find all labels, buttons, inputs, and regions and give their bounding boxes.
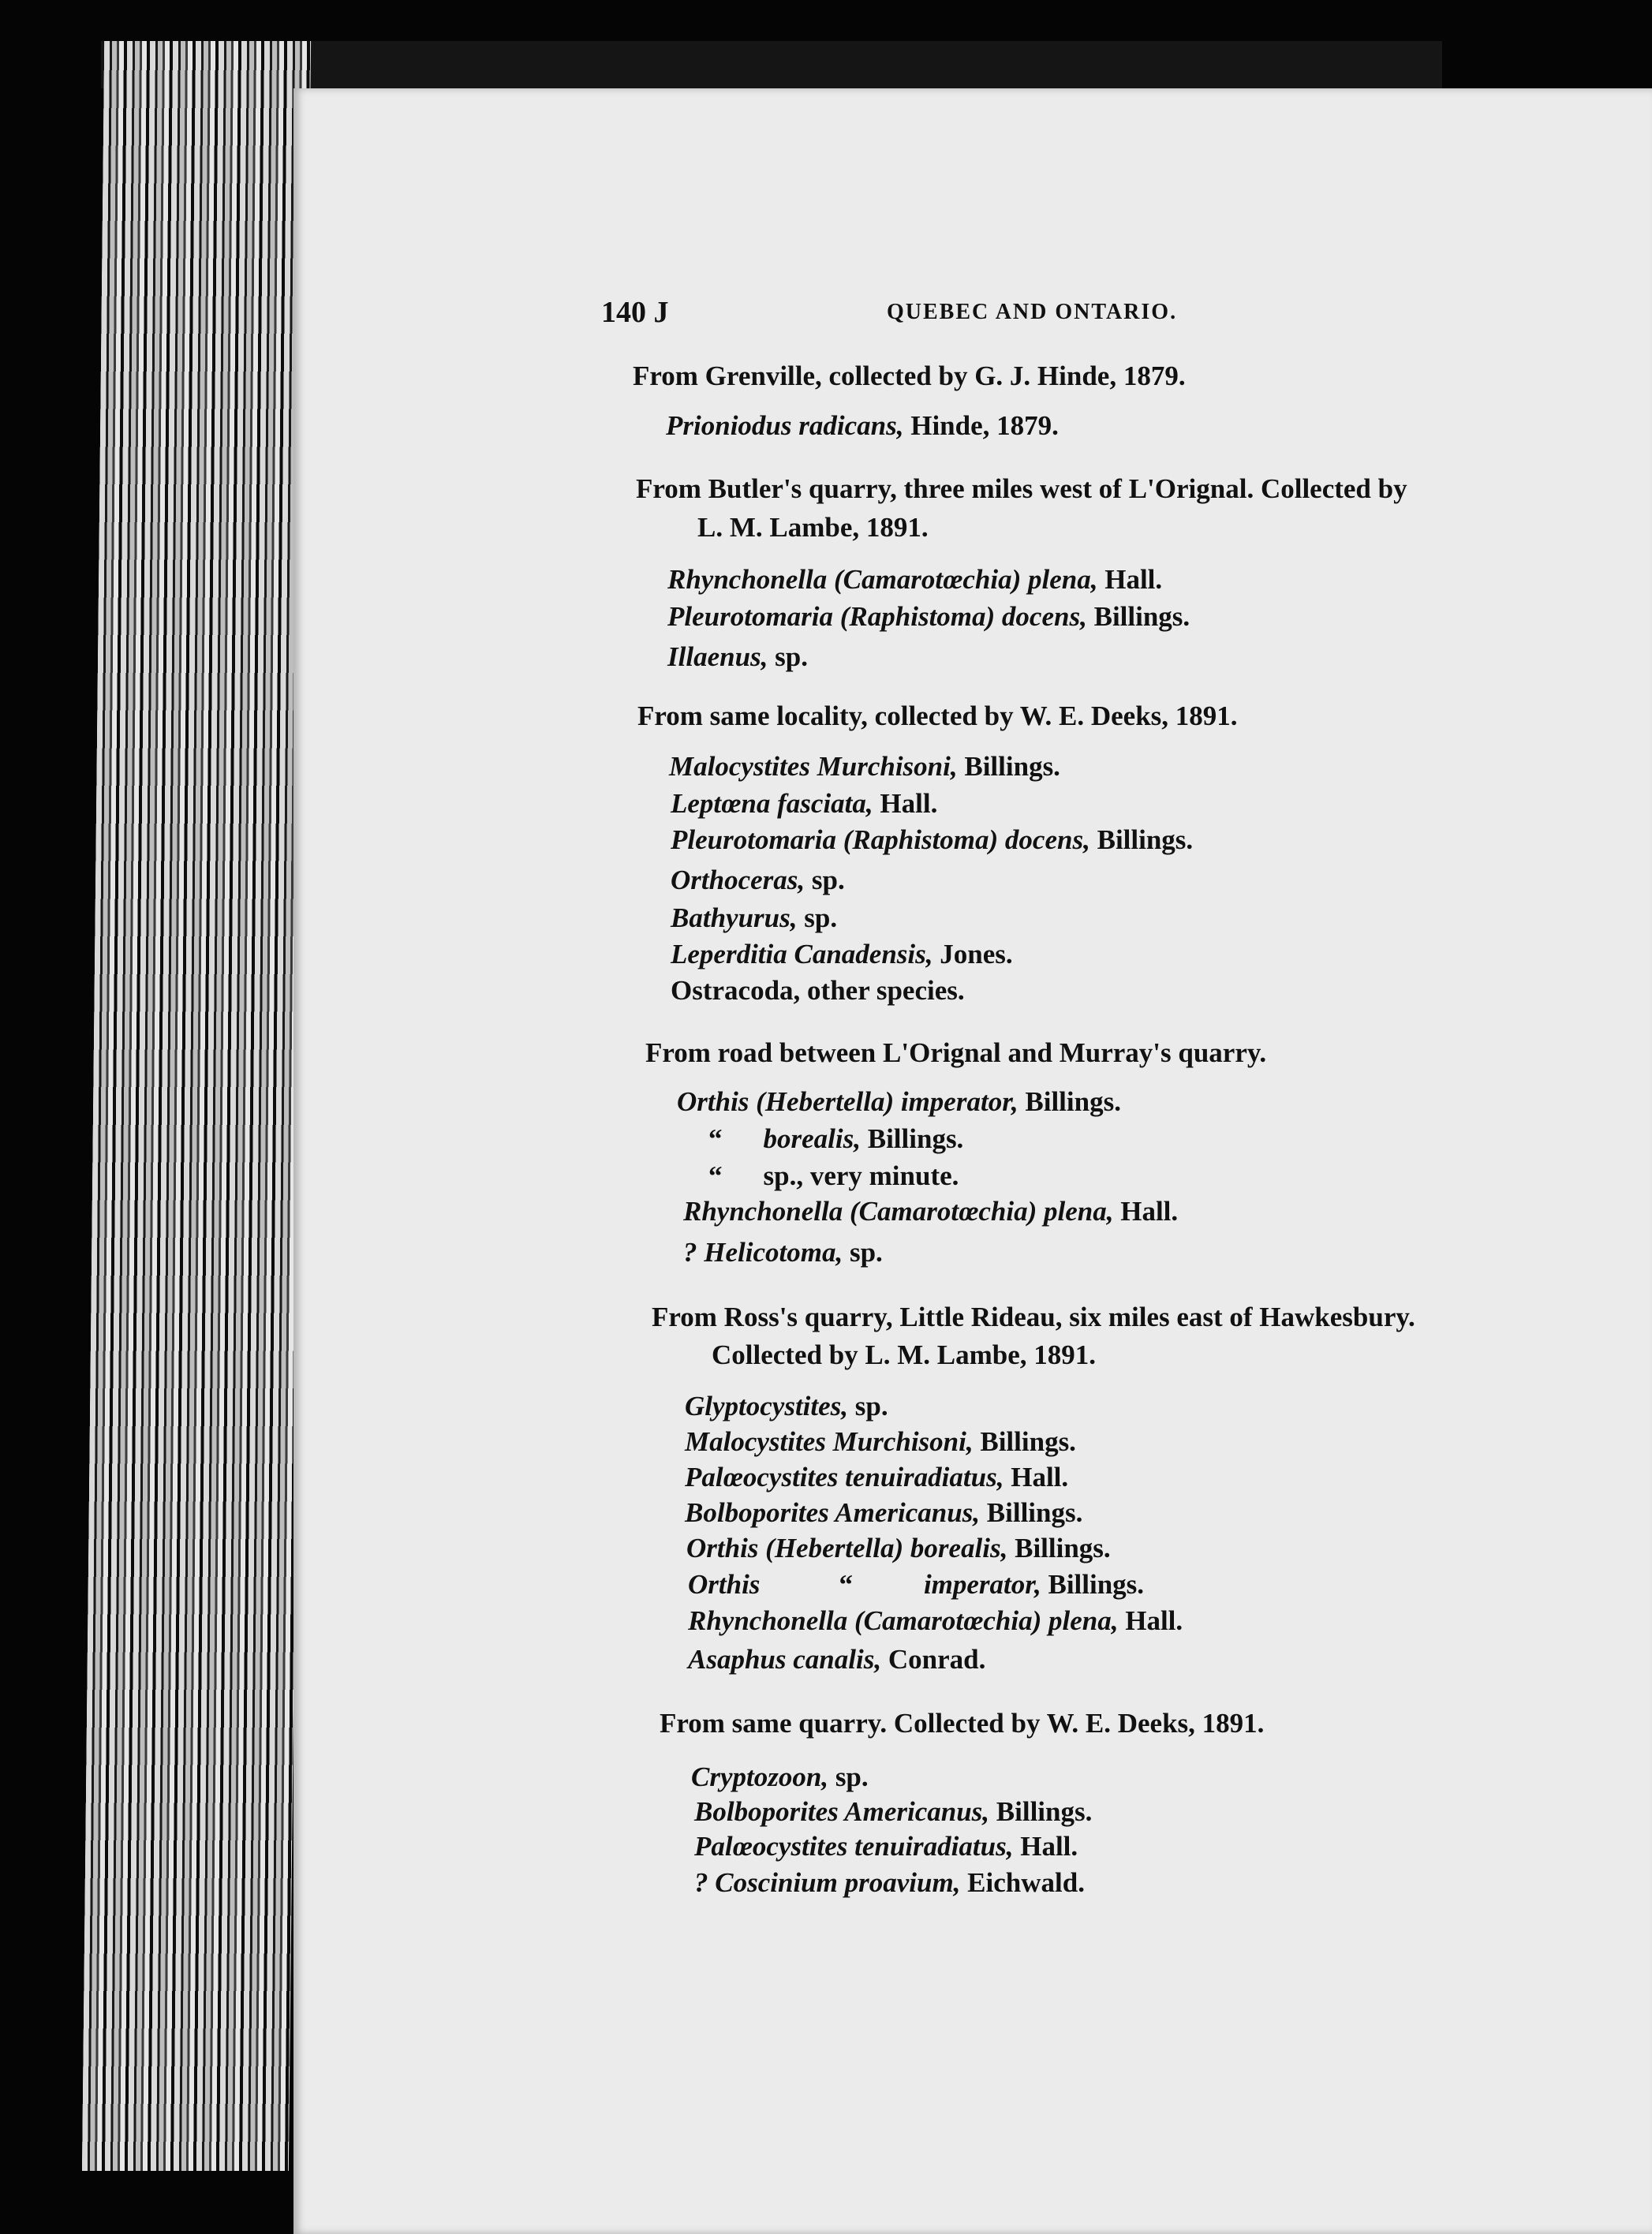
species-author: Hall.: [1097, 564, 1163, 595]
section-heading-continued: Collected by L. M. Lambe, 1891.: [712, 1339, 1097, 1370]
species-name: Pleurotomaria (Raphistoma) docens,: [671, 824, 1090, 855]
species-name: Rhynchonella (Camarotœchia) plena,: [683, 1196, 1114, 1227]
species-author: Hall.: [1118, 1605, 1183, 1636]
species-name: Glyptocystites,: [685, 1391, 849, 1421]
species-author: sp.: [848, 1391, 888, 1421]
species-entry: [677, 1085, 1121, 1119]
species-name: Leptœna fasciata,: [671, 788, 873, 819]
species-entry: [683, 1194, 1178, 1229]
species-author: Billings.: [980, 1497, 1083, 1528]
species-name: ? Coscinium proavium,: [694, 1867, 961, 1898]
species-entry: [691, 1760, 869, 1795]
species-name: Pleurotomaria (Raphistoma) docens,: [667, 601, 1087, 632]
species-entry: [671, 823, 1193, 857]
species-name: Rhynchonella (Camarotœchia) plena,: [688, 1605, 1119, 1636]
species-author: Billings.: [1041, 1569, 1145, 1600]
species-entry: [688, 1642, 985, 1677]
species-entry: [666, 409, 1059, 443]
species-entry: [667, 600, 1190, 634]
species-author: Jones.: [933, 939, 1013, 969]
species-author: Ostracoda, other species.: [671, 975, 965, 1006]
species-entry: [686, 1531, 1111, 1566]
species-name: imperator,: [923, 1569, 1041, 1600]
species-author: Billings.: [957, 751, 1060, 782]
section-heading: From Ross's quarry, Little Rideau, six miles east of Hawkesbury.: [652, 1302, 1415, 1332]
page-number: 140 J: [601, 296, 669, 329]
species-name: ? Helicotoma,: [683, 1237, 843, 1268]
species-entry: [685, 1389, 888, 1424]
species-entry: [667, 640, 808, 674]
section-heading: From Grenville, collected by G. J. Hinde, 1879.: [633, 361, 1186, 391]
species-entry: [694, 1795, 1092, 1829]
species-author: Billings.: [1007, 1533, 1111, 1563]
species-name: Prioniodus radicans,: [666, 410, 904, 441]
species-author: sp.: [768, 641, 808, 672]
species-entry: [694, 1866, 1085, 1900]
species-entry: [688, 1604, 1183, 1638]
ditto-mark: “: [708, 1123, 723, 1154]
species-entry: [694, 1829, 1078, 1864]
species-author: Hall.: [1013, 1831, 1078, 1862]
species-author: Eichwald.: [960, 1867, 1085, 1898]
ditto-mark: “: [708, 1160, 723, 1191]
species-author: Billings.: [973, 1426, 1076, 1457]
species-author: Hall.: [873, 788, 938, 819]
species-author: sp.: [797, 902, 838, 933]
species-name: Bolboporites Americanus,: [694, 1796, 990, 1827]
species-name: Illaenus,: [667, 641, 768, 672]
species-name: Cryptozoon,: [691, 1761, 829, 1792]
species-name: Palœocystites tenuiradiatus,: [685, 1462, 1004, 1492]
species-name: Bolboporites Americanus,: [685, 1497, 981, 1528]
species-entry: [671, 786, 937, 821]
section-heading: From same quarry. Collected by W. E. Deeks, 1891.: [660, 1708, 1265, 1739]
species-name: Leperditia Canadensis,: [671, 939, 933, 969]
species-author: sp.: [828, 1761, 869, 1792]
section-heading: From Butler's quarry, three miles west of L'Orignal. Collected by: [636, 473, 1407, 504]
species-name: Bathyurus,: [671, 902, 798, 933]
species-entry: [685, 1496, 1082, 1530]
species-name: Asaphus canalis,: [688, 1644, 882, 1675]
species-entry: [671, 973, 965, 1008]
species-name: Orthoceras,: [671, 865, 805, 895]
species-name: Malocystites Murchisoni,: [685, 1426, 974, 1457]
species-entry: [669, 749, 1060, 784]
section-heading-continued: L. M. Lambe, 1891.: [697, 512, 929, 543]
species-author: sp.: [805, 865, 845, 895]
section-heading: From same locality, collected by W. E. Deeks, 1891.: [637, 700, 1238, 731]
species-name: Palœocystites tenuiradiatus,: [694, 1831, 1014, 1862]
species-entry: [671, 937, 1013, 972]
species-author: Billings.: [1018, 1086, 1121, 1117]
species-entry: [685, 1425, 1076, 1459]
species-entry: [688, 1567, 1144, 1602]
species-author: Billings.: [1086, 601, 1190, 632]
species-name: Orthis (Hebertella) imperator,: [677, 1086, 1018, 1117]
species-name: Orthis: [688, 1569, 761, 1600]
species-author: Hall.: [1113, 1196, 1179, 1227]
species-name: Malocystites Murchisoni,: [669, 751, 958, 782]
species-name: Orthis (Hebertella) borealis,: [686, 1533, 1008, 1563]
species-entry: [708, 1122, 963, 1156]
species-entry: [685, 1460, 1068, 1495]
species-author: sp., very minute.: [763, 1160, 959, 1191]
species-name: Rhynchonella (Camarotœchia) plena,: [667, 564, 1098, 595]
species-entry: [671, 901, 837, 936]
species-entry: [683, 1235, 883, 1270]
species-entry: [667, 562, 1162, 597]
species-author: sp.: [843, 1237, 883, 1268]
species-entry: [671, 863, 845, 898]
species-author: Hinde, 1879.: [903, 410, 1059, 441]
species-author: Billings.: [989, 1796, 1093, 1827]
species-name: borealis,: [763, 1123, 861, 1154]
species-author: Hall.: [1004, 1462, 1069, 1492]
running-title: QUEBEC AND ONTARIO.: [887, 300, 1178, 324]
species-author: Billings.: [1089, 824, 1194, 855]
species-author: Conrad.: [881, 1644, 986, 1675]
ditto-mark: “: [839, 1569, 853, 1600]
species-entry: [708, 1159, 959, 1194]
section-heading: From road between L'Orignal and Murray's quarry.: [645, 1037, 1267, 1068]
species-author: Billings.: [860, 1123, 964, 1154]
